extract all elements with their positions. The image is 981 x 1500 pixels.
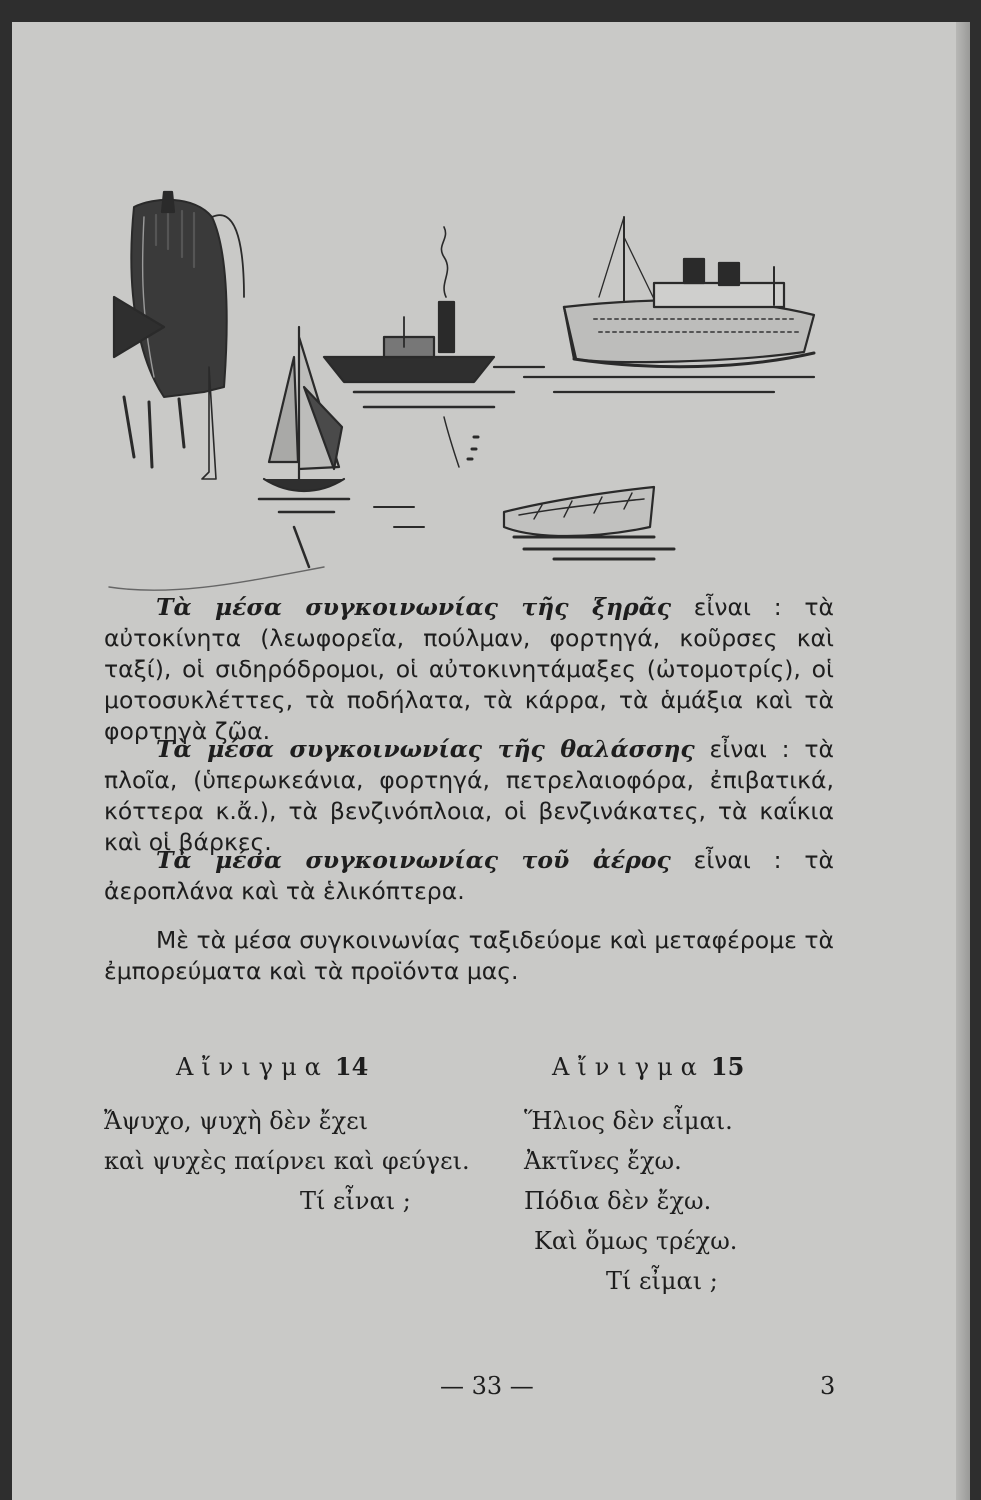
riddle-title-word: Αἴνιγμα: [552, 1053, 705, 1081]
paragraph-body: εἶναι : τὰ πλοῖα, (ὑπερωκεάνια, φορτηγά, πετρελαιοφόρα, ἐπιβατικά, κόττερα κ.ἄ.), τὰ βενζινόπλοια, οἱ βενζινάκατες, τὰ καΐκια καὶ οἱ βάρκες.: [104, 735, 834, 856]
riddle-15-line: Καὶ ὅμως τρέχω.: [534, 1227, 738, 1255]
paragraph-air-transport: [104, 845, 834, 907]
riddle-title-word: Αἴνιγμα: [176, 1053, 329, 1081]
tugboat-sketch: [324, 227, 514, 467]
paragraph-sea-transport: [104, 734, 834, 858]
riddle-number: 15: [710, 1052, 745, 1081]
riddle-number: 14: [334, 1052, 369, 1081]
scan-edge-shadow: [956, 22, 970, 1500]
riddle-14-line: καὶ ψυχὲς παίρνει καὶ φεύγει.: [104, 1147, 470, 1175]
book-page: [12, 22, 970, 1500]
paragraph-body: εἶναι : τὰ ἀεροπλάνα καὶ τὰ ἑλικόπτερα.: [104, 846, 834, 905]
paragraph-body: εἶναι : τὰ αὐτοκίνητα (λεωφορεῖα, πούλμαν, φορτηγά, κοῦρσες καὶ ταξί), οἱ σιδηρόδρομοι, οἱ αὐτοκινητάμαξες (ὠτομοτρίς), οἱ μοτοσυκλέττες, τὰ ποδήλατα, τὰ κάρρα, τὰ ἁμάξια καὶ τὰ φορτηγὰ ζῶα.: [104, 593, 834, 745]
page-number: — 33 —: [440, 1372, 534, 1400]
transport-sea-illustration: [94, 187, 834, 617]
paragraph-lead: Τὰ μέσα συγκοινωνίας τῆς ξηρᾶς: [156, 593, 672, 621]
ocean-liner-sketch: [114, 192, 244, 479]
paragraph-conclusion: [104, 925, 834, 987]
riddle-14-title: [176, 1052, 368, 1081]
paragraph-body: Μὲ τὰ μέσα συγκοινωνίας ταξιδεύομε καὶ μεταφέρομε τὰ ἐμπορεύματα καὶ τὰ προϊόντα μας.: [104, 926, 834, 985]
riddle-14-line: Ἄψυχο, ψυχὴ δὲν ἔχει: [104, 1107, 369, 1135]
rowboat-sketch: [504, 487, 674, 559]
riddle-15-line: Πόδια δὲν ἔχω.: [524, 1187, 712, 1215]
riddle-15-title: [552, 1052, 744, 1081]
riddle-14-line: Τί εἶναι ;: [300, 1187, 411, 1215]
riddle-15-line: Τί εἶμαι ;: [606, 1267, 718, 1295]
signature-mark: 3: [820, 1372, 836, 1400]
paragraph-land-transport: [104, 592, 834, 747]
paragraph-lead: Τὰ μέσα συγκοινωνίας τοῦ ἀέρος: [156, 846, 671, 874]
riddle-15-line: Ἥλιος δὲν εἶμαι.: [524, 1107, 733, 1135]
paragraph-lead: Τὰ μέσα συγκοινωνίας τῆς θαλάσσης: [156, 735, 695, 763]
steamship-sketch: [494, 217, 814, 392]
riddle-15-line: Ἀκτῖνες ἔχω.: [524, 1147, 682, 1175]
